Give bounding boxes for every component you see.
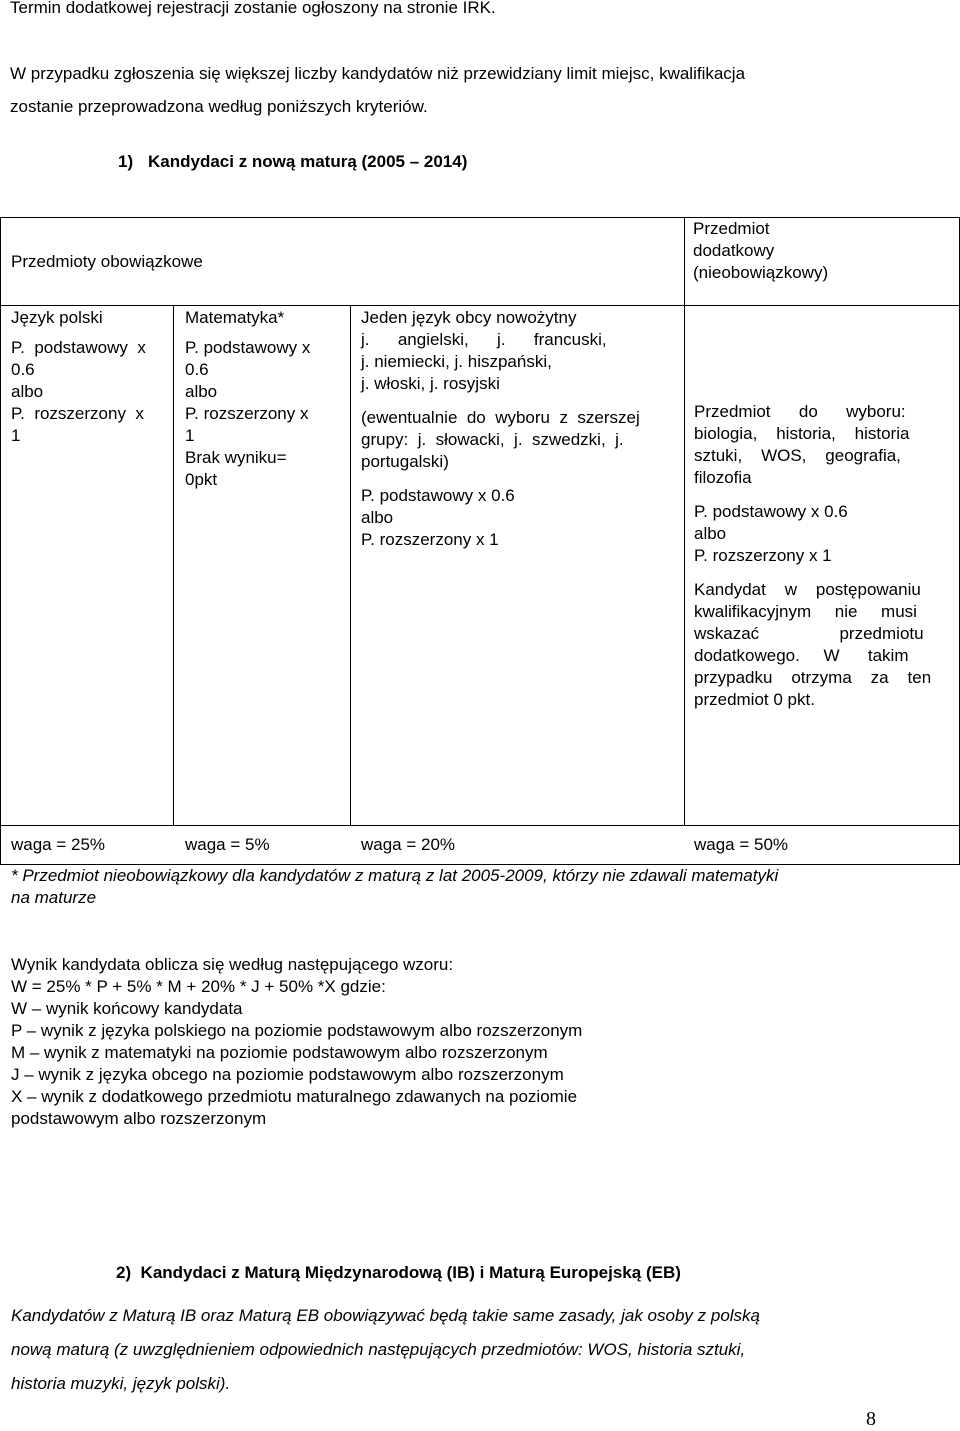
cell-line: P. podstawowy x 0.6 [694,502,848,521]
cell-line: Jeden język obcy nowożytny [361,308,577,327]
table-col-divider [173,305,174,825]
page-number: 8 [866,1408,876,1430]
column-title: Język polski [11,308,103,327]
formula-line: W = 25% * P + 5% * M + 20% * J + 50% *X gdzie: [11,977,386,996]
table-border-left [0,217,1,865]
header-extra-subject: dodatkowy [693,241,775,260]
section1-number: 1) [118,152,134,171]
cell-line: biologia, historia, historia [694,424,910,443]
column-extra-subject [694,401,950,711]
cell-line: j. włoski, j. rosyjski [361,374,500,393]
cell-line: Brak wyniku= [185,448,287,467]
section1-title: Kandydaci z nową maturą (2005 – 2014) [148,152,468,171]
column-foreign-language [361,307,679,551]
formula-line: J – wynik z języka obcego na poziomie podstawowym albo rozszerzonym [11,1065,564,1084]
intro-paragraph-line: zostanie przeprowadzona według poniższych kryteriów. [10,97,428,116]
criteria-table [0,217,960,865]
weight-foreign-language: waga = 20% [361,835,456,854]
cell-line: filozofia [694,468,752,487]
table-weights-divider [0,825,960,826]
cell-line: P. podstawowy x [11,338,146,357]
cell-line: (ewentualnie do wyboru z szerszej [361,408,640,427]
formula-line: P – wynik z języka polskiego na poziomie podstawowym albo rozszerzonym [11,1021,583,1040]
cell-line: albo [185,382,218,401]
cell-line: 1 [185,426,195,445]
cell-line: j. angielski, j. francuski, [361,330,607,349]
cell-line: dodatkowego. W takim [694,646,909,665]
cell-line: wskazać przedmiotu [694,624,924,643]
cell-line: albo [11,382,44,401]
cell-line: P. rozszerzony x [11,404,144,423]
cell-line: przypadku otrzyma za ten [694,668,932,687]
table-col-divider [684,217,685,825]
formula-line: podstawowym albo rozszerzonym [11,1109,267,1128]
cell-line: albo [694,524,727,543]
weight-polish: waga = 25% [11,835,106,854]
header-mandatory-subjects: Przedmioty obowiązkowe [11,252,203,271]
cell-line: P. rozszerzony x 1 [361,530,499,549]
section2-line: nową maturą (z uwzględnieniem odpowiednich następujących przedmiotów: WOS, historia sztuki, [11,1340,746,1359]
cell-line: 0.6 [11,360,35,379]
table-col-divider [350,305,351,825]
formula-block [11,954,582,1130]
cell-line: Kandydat w postępowaniu [694,580,921,599]
cell-line: sztuki, WOS, geografia, [694,446,901,465]
formula-line: M – wynik z matematyki na poziomie podstawowym albo rozszerzonym [11,1043,548,1062]
cell-line: portugalski) [361,452,449,471]
cell-line: 0.6 [185,360,209,379]
section2-line: Kandydatów z Maturą IB oraz Maturą EB obowiązywać będą takie same zasady, jak osoby z polską [11,1306,761,1325]
header-extra-subject: Przedmiot [693,219,770,238]
column-math [185,307,345,491]
footnote-line: na maturze [11,888,97,907]
cell-line: albo [361,508,394,527]
cell-line: j. niemiecki, j. hiszpański, [361,352,552,371]
table-border-top [0,217,960,218]
formula-line: W – wynik końcowy kandydata [11,999,243,1018]
cell-line: 0pkt [185,470,218,489]
cell-line: grupy: j. słowacki, j. szwedzki, j. [361,430,624,449]
table-header-divider [0,305,960,306]
cell-line: Przedmiot do wyboru: [694,402,906,421]
column-title: Matematyka* [185,308,285,327]
cell-line: 1 [11,426,21,445]
cell-line: kwalifikacyjnym nie musi [694,602,917,621]
section2-title: 2) Kandydaci z Maturą Międzynarodową (IB) i Maturą Europejską (EB) [116,1263,681,1282]
section2-line: historia muzyki, język polski). [11,1374,231,1393]
column-polish [11,307,165,447]
weight-math: waga = 5% [185,835,270,854]
intro-paragraph-line: W przypadku zgłoszenia się większej liczby kandydatów niż przewidziany limit miejsc, kwalifikacja [10,64,746,83]
cell-line: P. rozszerzony x 1 [694,546,832,565]
formula-line: X – wynik z dodatkowego przedmiotu maturalnego zdawanych na poziomie [11,1087,578,1106]
header-extra-subject: (nieobowiązkowy) [693,263,829,282]
cell-line: przedmiot 0 pkt. [694,690,815,709]
intro-line: Termin dodatkowej rejestracji zostanie ogłoszony na stronie IRK. [10,0,496,17]
weight-extra-subject: waga = 50% [694,835,789,854]
cell-line: P. rozszerzony x [185,404,309,423]
cell-line: P. podstawowy x 0.6 [361,486,515,505]
formula-line: Wynik kandydata oblicza się według następującego wzoru: [11,955,454,974]
footnote-line: * Przedmiot nieobowiązkowy dla kandydatów z maturą z lat 2005-2009, którzy nie zdawali matematyki [11,866,779,885]
cell-line: P. podstawowy x [185,338,311,357]
